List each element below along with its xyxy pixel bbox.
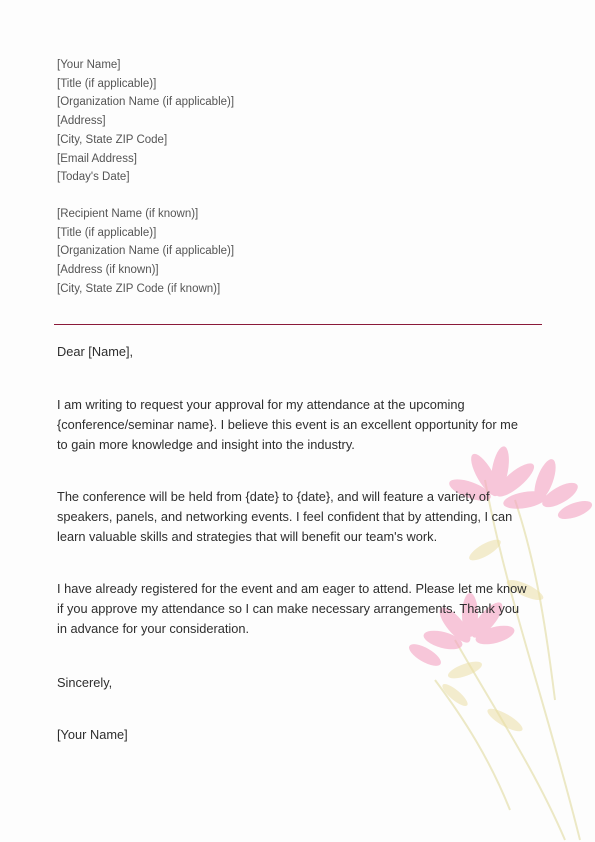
paragraph-line: in advance for your consideration. bbox=[57, 621, 250, 636]
header-divider bbox=[54, 324, 542, 325]
recipient-organization: [Organization Name (if applicable)] bbox=[57, 245, 235, 258]
paragraph-1 bbox=[57, 395, 542, 455]
sender-title: [Title (if applicable)] bbox=[57, 77, 157, 90]
paragraph-3 bbox=[57, 579, 542, 639]
sender-organization: [Organization Name (if applicable)] bbox=[57, 96, 235, 109]
paragraph-line: The conference will be held from {date} to {date}, and will feature a variety of bbox=[57, 489, 490, 504]
paragraph-line: {conference/seminar name}. I believe this event is an excellent opportunity for me bbox=[57, 417, 518, 432]
recipient-address: [Address (if known)] bbox=[57, 264, 159, 277]
signature-name: [Your Name] bbox=[57, 727, 128, 742]
salutation: Dear [Name], bbox=[57, 344, 134, 359]
recipient-address-block bbox=[57, 205, 234, 299]
closing: Sincerely, bbox=[57, 675, 113, 690]
paragraph-2 bbox=[57, 487, 542, 547]
paragraph-line: if you approve my attendance so I can make necessary arrangements. Thank you bbox=[57, 601, 520, 616]
paragraph-line: speakers, panels, and networking events. I feel confident that by attending, I can bbox=[57, 509, 513, 524]
letter-date: [Today's Date] bbox=[57, 171, 130, 184]
paragraph-line: learn valuable skills and strategies that will benefit our team's work. bbox=[57, 529, 438, 544]
sender-name: [Your Name] bbox=[57, 59, 121, 71]
sender-city-state-zip: [City, State ZIP Code] bbox=[57, 133, 168, 146]
paragraph-line: to gain more knowledge and insight into the industry. bbox=[57, 437, 355, 452]
recipient-city-state-zip: [City, State ZIP Code (if known)] bbox=[57, 282, 221, 295]
paragraph-line: I have already registered for the event and am eager to attend. Please let me know bbox=[57, 581, 527, 596]
sender-address-block bbox=[57, 56, 234, 187]
recipient-name: [Recipient Name (if known)] bbox=[57, 208, 199, 220]
paragraph-line: I am writing to request your approval for my attendance at the upcoming bbox=[57, 397, 465, 412]
sender-address: [Address] bbox=[57, 115, 106, 128]
recipient-title: [Title (if applicable)] bbox=[57, 226, 157, 239]
sender-email: [Email Address] bbox=[57, 152, 137, 165]
